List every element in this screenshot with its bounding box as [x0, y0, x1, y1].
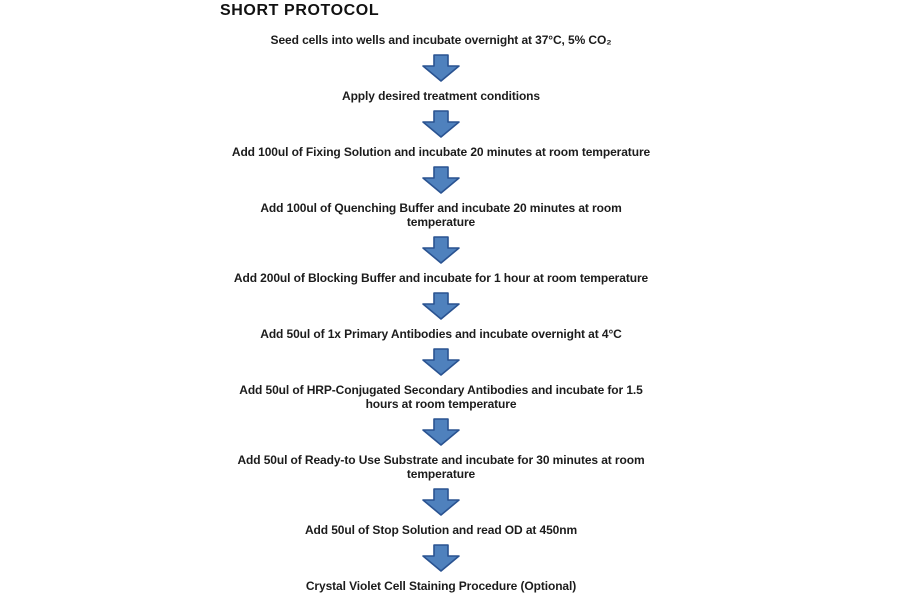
down-arrow-icon	[422, 236, 460, 264]
page-title: SHORT PROTOCOL	[220, 2, 380, 19]
step-line: Add 100ul of Fixing Solution and incubate 20 minutes at room temperature	[231, 145, 651, 159]
protocol-step	[306, 579, 576, 593]
flowchart-column	[161, 33, 721, 593]
down-arrow-shape	[423, 349, 459, 375]
protocol-step	[271, 33, 612, 47]
step-line: Seed cells into wells and incubate overnight at 37°C, 5% CO₂	[270, 33, 612, 47]
down-arrow-icon	[422, 348, 460, 376]
down-arrow-shape	[423, 111, 459, 137]
down-arrow-shape	[423, 55, 459, 81]
step-line: Add 100ul of Quenching Buffer and incubate 20 minutes at room	[260, 201, 622, 215]
protocol-step	[232, 145, 650, 159]
down-arrow-icon	[422, 418, 460, 446]
down-arrow-shape	[423, 545, 459, 571]
down-arrow-shape	[423, 293, 459, 319]
down-arrow-icon	[422, 544, 460, 572]
down-arrow-icon	[422, 54, 460, 82]
step-line: temperature	[406, 215, 476, 229]
step-line: Apply desired treatment conditions	[342, 89, 540, 103]
down-arrow-shape	[423, 489, 459, 515]
step-line: temperature	[406, 467, 476, 481]
step-line: hours at room temperature	[365, 397, 517, 411]
step-line: Add 50ul of Ready-to Use Substrate and incubate for 30 minutes at room	[237, 453, 645, 467]
protocol-step	[234, 271, 648, 285]
down-arrow-icon	[422, 166, 460, 194]
step-line: Add 50ul of Stop Solution and read OD at 450nm	[304, 523, 578, 537]
protocol-step	[305, 523, 577, 537]
down-arrow-icon	[422, 292, 460, 320]
protocol-step	[237, 453, 644, 481]
down-arrow-shape	[423, 237, 459, 263]
step-line: Add 200ul of Blocking Buffer and incubate for 1 hour at room temperature	[233, 271, 649, 285]
protocol-step	[260, 327, 621, 341]
down-arrow-icon	[422, 110, 460, 138]
down-arrow-icon	[422, 488, 460, 516]
protocol-step	[342, 89, 540, 103]
down-arrow-shape	[423, 167, 459, 193]
down-arrow-shape	[423, 419, 459, 445]
step-line: Crystal Violet Cell Staining Procedure (Optional)	[305, 579, 577, 593]
protocol-step	[260, 201, 621, 229]
protocol-step	[239, 383, 642, 411]
step-line: Add 50ul of HRP-Conjugated Secondary Antibodies and incubate for 1.5	[239, 383, 643, 397]
step-line: Add 50ul of 1x Primary Antibodies and incubate overnight at 4°C	[260, 327, 622, 341]
